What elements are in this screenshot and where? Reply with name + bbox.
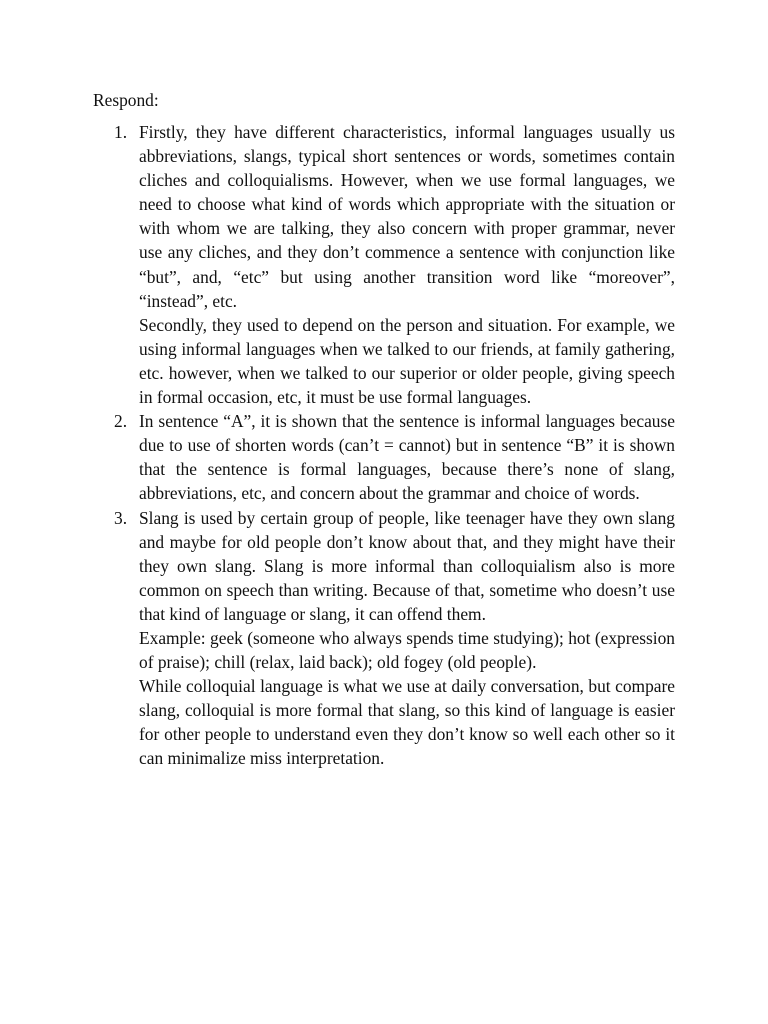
respond-heading: Respond: [93, 90, 159, 110]
answer-3-paragraph-1: Slang is used by certain group of people, like teenager have they own slang and maybe for old people don’t know about that, and they might have their they own slang. Slang is more informal than colloquialism also is more common on speech than writing. Because of that, sometime who doesn’t use that kind of language or slang, it can offend them. [139, 507, 675, 624]
answer-3-paragraph-2: Example: geek (someone who always spends time studying); hot (expression of praise); chill (relax, laid back); old fogey (old people). [139, 627, 675, 673]
answer-item-2 [114, 409, 675, 505]
answer-number: 1. [114, 122, 128, 142]
answer-number: 2. [114, 411, 128, 432]
answer-1-paragraph-2: Secondly, they used to depend on the person and situation. For example, we using informal languages when we talked to our friends, at family gathering, etc. however, when we talked to our superior or older people, giving speech in formal occasion, etc, it must be use formal languages. [139, 314, 675, 408]
answer-item-3 [114, 506, 675, 771]
answer-1-paragraph-1: Firstly, they have different characteristics, informal languages usually us abbreviations, slangs, typical short sentences or words, sometimes contain cliches and colloquialisms. However, when we use formal languages, we need to choose what kind of words which appropriate with the situation or with whom we are talking, they also concern with proper grammar, never use any cliches, and they don’t commence a sentence with conjunction like “but”, and, “etc” but using another transition word like “moreover”, “instead”, etc. [139, 122, 675, 311]
answer-3-paragraph-3: While colloquial language is what we use at daily conversation, but compare slang, colloquial is more formal that slang, so this kind of language is easier for other people to understand even they don’t know so well each other so it can minimalize miss interpretation. [139, 676, 675, 769]
answer-list [114, 120, 675, 771]
answer-item-1 [114, 120, 675, 409]
answer-2-paragraph-1: In sentence “A”, it is shown that the sentence is informal languages because due to use of shorten words (can’t = cannot) but in sentence “B” it is shown that the sentence is formal languages, because there’s none of slang, abbreviations, etc, and concern about the grammar and choice of words. [139, 411, 675, 504]
answer-number: 3. [114, 507, 128, 528]
